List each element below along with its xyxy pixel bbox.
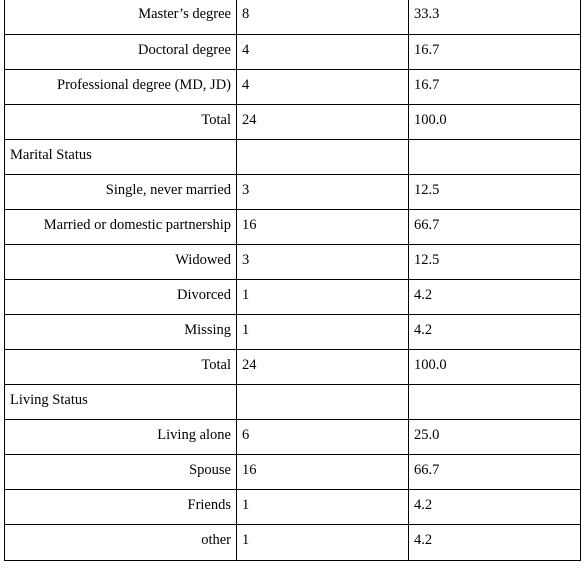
table-row [5,244,581,279]
percent-cell: 66.7 [409,209,581,244]
table-row [5,279,581,314]
total-label: Total [5,104,237,139]
percent-cell: 16.7 [409,34,581,69]
row-label: Living alone [5,419,237,454]
table-row [5,209,581,244]
percent-cell: 33.3 [409,0,581,34]
table-row [5,34,581,69]
count-cell [237,139,409,174]
table-row [5,454,581,489]
percent-cell: 4.2 [409,314,581,349]
percent-cell: 100.0 [409,104,581,139]
percent-cell: 16.7 [409,69,581,104]
percent-cell: 12.5 [409,244,581,279]
section-heading-living-status: Living Status [5,384,237,419]
count-cell: 4 [237,34,409,69]
table-row [5,69,581,104]
section-row [5,384,581,419]
count-cell: 8 [237,0,409,34]
count-cell: 24 [237,349,409,384]
row-label: Master’s degree [5,0,237,34]
count-cell: 16 [237,454,409,489]
count-cell: 1 [237,314,409,349]
count-cell: 1 [237,279,409,314]
count-cell: 24 [237,104,409,139]
percent-cell: 12.5 [409,174,581,209]
row-label: Missing [5,314,237,349]
table-row [5,524,581,560]
count-cell: 6 [237,419,409,454]
percent-cell: 25.0 [409,419,581,454]
row-label: Friends [5,489,237,524]
row-label: Professional degree (MD, JD) [5,69,237,104]
count-cell [237,384,409,419]
count-cell: 4 [237,69,409,104]
row-label: other [5,524,237,560]
percent-cell: 4.2 [409,524,581,560]
table-row [5,0,581,34]
count-cell: 3 [237,174,409,209]
percent-cell: 4.2 [409,489,581,524]
table-row [5,349,581,384]
row-label: Doctoral degree [5,34,237,69]
table-row [5,174,581,209]
table-row [5,489,581,524]
count-cell: 1 [237,489,409,524]
table-row [5,104,581,139]
row-label: Divorced [5,279,237,314]
row-label: Widowed [5,244,237,279]
count-cell: 1 [237,524,409,560]
percent-cell: 66.7 [409,454,581,489]
table-row [5,419,581,454]
table-row [5,314,581,349]
percent-cell: 100.0 [409,349,581,384]
total-label: Total [5,349,237,384]
table-body [5,0,581,560]
demographics-table [4,0,581,561]
percent-cell [409,139,581,174]
row-label: Spouse [5,454,237,489]
section-heading-marital-status: Marital Status [5,139,237,174]
row-label: Married or domestic partnership [5,209,237,244]
percent-cell [409,384,581,419]
section-row [5,139,581,174]
count-cell: 16 [237,209,409,244]
count-cell: 3 [237,244,409,279]
row-label: Single, never married [5,174,237,209]
percent-cell: 4.2 [409,279,581,314]
